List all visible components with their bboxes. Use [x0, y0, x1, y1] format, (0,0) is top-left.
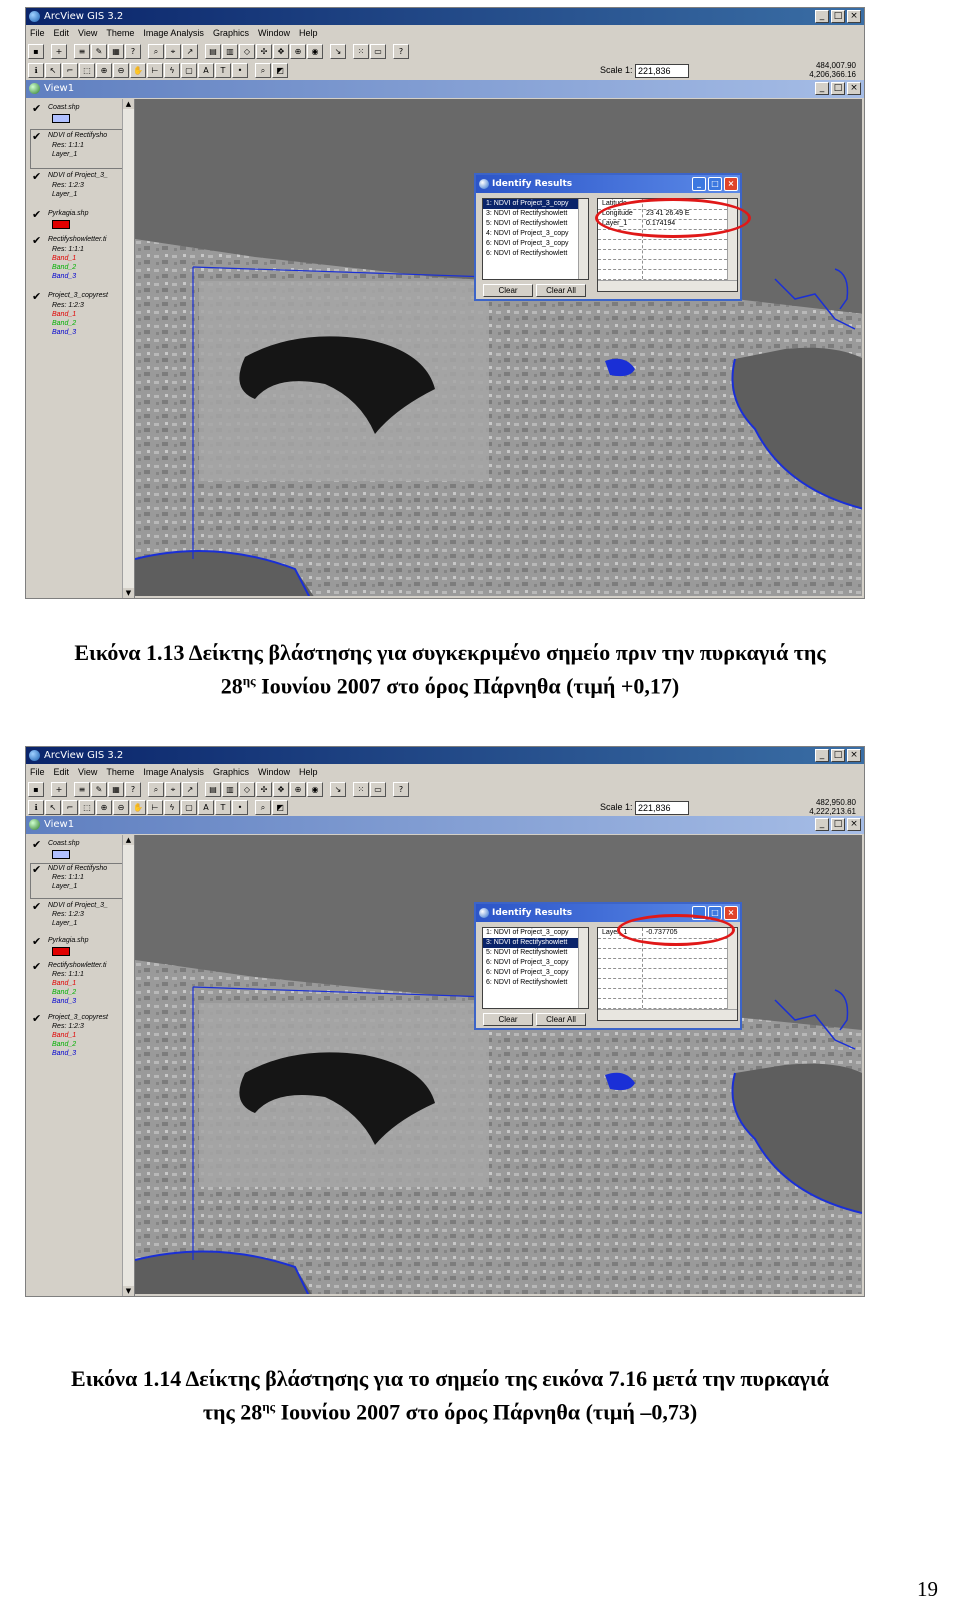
- zoom-selected-icon[interactable]: ⊕: [290, 44, 306, 59]
- attribute-value: -0.737705: [646, 929, 678, 936]
- menu-file[interactable]: File: [30, 28, 45, 38]
- area-of-interest-icon[interactable]: ▢: [181, 800, 197, 815]
- vertex-edit-icon[interactable]: ⌐: [62, 63, 78, 78]
- theme-pyrkagia[interactable]: [32, 936, 122, 958]
- list-item[interactable]: 1: NDVI of Project_3_copy: [486, 929, 569, 936]
- chart-icon[interactable]: ▥: [222, 782, 238, 797]
- theme-name: Project_3_copyrest: [48, 1014, 108, 1021]
- band-red: Band_1: [52, 311, 77, 318]
- theme-name: NDVI of Project_3_: [48, 902, 108, 909]
- pointer-tool-icon[interactable]: ↖: [45, 800, 61, 815]
- scale-readout: [600, 63, 689, 78]
- app-title-bar: [26, 747, 864, 764]
- band-green: Band_2: [52, 989, 77, 996]
- visibility-checkmark-icon[interactable]: ✔: [32, 170, 42, 183]
- identified-layers-list[interactable]: [482, 198, 589, 280]
- figure-caption-2: [0, 1365, 900, 1426]
- theme-resolution: Res: 1:2:3: [52, 911, 84, 918]
- coord-x: 484,007.90: [815, 61, 856, 70]
- scale-readout: [600, 800, 689, 815]
- fire-area-swatch: [52, 220, 70, 229]
- theme-rectifyshowletter[interactable]: [32, 961, 122, 1009]
- close-button[interactable]: ×: [847, 10, 861, 23]
- list-item[interactable]: 6: NDVI of Project_3_copy: [486, 240, 569, 247]
- measure-tool-icon[interactable]: ⊢: [147, 63, 163, 78]
- theme-coast[interactable]: [32, 103, 122, 125]
- image-pan-tool-icon[interactable]: ◩: [272, 63, 288, 78]
- minimize-button[interactable]: _: [815, 749, 829, 762]
- text-tool-icon[interactable]: T: [215, 63, 231, 78]
- theme-name: Coast.shp: [48, 840, 80, 847]
- list-item[interactable]: 6: NDVI of Project_3_copy: [486, 959, 569, 966]
- attribute-value: 0.174194: [646, 220, 676, 227]
- list-item[interactable]: 4: NDVI of Project_3_copy: [486, 230, 569, 237]
- add-theme-icon[interactable]: +: [51, 44, 67, 59]
- menu-graphics[interactable]: Graphics: [212, 28, 249, 38]
- locate-address-icon[interactable]: ⌖: [165, 44, 181, 59]
- select-features-icon[interactable]: ◇: [239, 44, 255, 59]
- theme-rectifyshowletter[interactable]: [32, 235, 122, 285]
- select-none-icon[interactable]: ↘: [330, 782, 346, 797]
- band-green: Band_2: [52, 264, 77, 271]
- theme-project-copyrest[interactable]: [32, 1013, 122, 1061]
- menu-view[interactable]: View: [78, 767, 98, 777]
- band-red: Band_1: [52, 1032, 77, 1039]
- frame-icon[interactable]: ▭: [370, 782, 386, 797]
- clear-all-button[interactable]: Clear All: [536, 284, 586, 297]
- highlight-ellipse: [595, 198, 751, 238]
- open-table-icon[interactable]: ▦: [108, 44, 124, 59]
- hot-link-tool-icon[interactable]: ϟ: [164, 800, 180, 815]
- theme-name: Coast.shp: [48, 104, 80, 111]
- dialog-minimize-button[interactable]: _: [692, 906, 706, 920]
- save-project-icon[interactable]: ▪: [28, 782, 44, 797]
- menu-image-analysis[interactable]: Image Analysis: [143, 767, 204, 777]
- zoom-in-tool-icon[interactable]: ⊕: [96, 63, 112, 78]
- button-bar: [28, 780, 862, 798]
- visibility-checkmark-icon[interactable]: ✔: [32, 234, 42, 247]
- list-scrollbar[interactable]: [578, 928, 588, 1008]
- dialog-title: Identify Results: [492, 908, 573, 918]
- theme-resolution: Res: 1:1:1: [52, 874, 84, 881]
- visibility-checkmark-icon[interactable]: ✔: [32, 1012, 42, 1025]
- zoom-active-icon[interactable]: ✥: [273, 782, 289, 797]
- find-icon[interactable]: ⌕: [148, 782, 164, 797]
- list-item[interactable]: 6: NDVI of Rectifyshowlett: [486, 979, 568, 986]
- figure-caption-1: [0, 639, 900, 700]
- view-maximize-button[interactable]: □: [831, 82, 845, 95]
- select-feature-tool-icon[interactable]: ⬚: [79, 800, 95, 815]
- list-item[interactable]: 1: NDVI of Project_3_copy: [483, 199, 588, 209]
- zoom-previous-icon[interactable]: ◉: [307, 44, 323, 59]
- grid-icon[interactable]: ⁙: [353, 782, 369, 797]
- theme-name: Rectifyshowletter.ti: [48, 236, 107, 243]
- scale-input[interactable]: 221,836: [635, 64, 689, 78]
- menu-image-analysis[interactable]: Image Analysis: [143, 28, 204, 38]
- arcview-window-1: [25, 7, 865, 599]
- edit-legend-icon[interactable]: ✎: [91, 782, 107, 797]
- hot-link-tool-icon[interactable]: ϟ: [164, 63, 180, 78]
- view-close-button[interactable]: ×: [847, 818, 861, 831]
- identify-icon: [479, 908, 489, 918]
- cursor-coordinates: [809, 798, 856, 816]
- vertex-edit-icon[interactable]: ⌐: [62, 800, 78, 815]
- text-tool-icon[interactable]: T: [215, 800, 231, 815]
- maximize-button[interactable]: □: [831, 749, 845, 762]
- menu-file[interactable]: File: [30, 767, 45, 777]
- app-title: ArcView GIS 3.2: [44, 11, 124, 22]
- list-item[interactable]: 6: NDVI of Project_3_copy: [486, 969, 569, 976]
- area-of-interest-icon[interactable]: ▢: [181, 63, 197, 78]
- attribute-label: Layer_1: [602, 220, 628, 227]
- view-title: View1: [44, 819, 75, 830]
- menu-view[interactable]: View: [78, 28, 98, 38]
- layout-icon[interactable]: ▤: [205, 44, 221, 59]
- theme-name: Rectifyshowletter.ti: [48, 962, 107, 969]
- visibility-checkmark-icon[interactable]: ✔: [32, 130, 42, 143]
- attribute-label: Latitude: [602, 200, 627, 207]
- theme-pyrkagia[interactable]: [32, 209, 122, 231]
- pan-tool-icon[interactable]: ✋: [130, 63, 146, 78]
- cursor-coordinates: [809, 61, 856, 79]
- menu-help[interactable]: Help: [298, 28, 318, 38]
- highlight-ellipse: [617, 914, 735, 946]
- band-red: Band_1: [52, 980, 77, 987]
- app-title-bar: [26, 8, 864, 25]
- view-maximize-button[interactable]: □: [831, 818, 845, 831]
- theme-name: Pyrkagia.shp: [48, 937, 89, 944]
- add-theme-icon[interactable]: +: [51, 782, 67, 797]
- layout-icon[interactable]: ▤: [205, 782, 221, 797]
- point-draw-tool-icon[interactable]: •: [232, 63, 248, 78]
- menu-theme[interactable]: Theme: [106, 28, 135, 38]
- theme-resolution: Res: 1:2:3: [52, 182, 84, 189]
- visibility-checkmark-icon[interactable]: ✔: [32, 960, 42, 973]
- theme-resolution: Res: 1:1:1: [52, 971, 84, 978]
- theme-resolution: Res: 1:2:3: [52, 302, 84, 309]
- list-item[interactable]: 3: NDVI of Rectifyshowlett: [486, 210, 568, 217]
- label-tool-icon[interactable]: A: [198, 63, 214, 78]
- dialog-title-bar: [476, 175, 740, 193]
- fire-area-swatch: [52, 947, 70, 956]
- save-project-icon[interactable]: ▪: [28, 44, 44, 59]
- theme-ndvi-rectify[interactable]: [32, 864, 122, 896]
- identify-icon: [479, 179, 489, 189]
- band-green: Band_2: [52, 320, 77, 327]
- theme-ndvi-project[interactable]: [32, 901, 122, 933]
- dialog-minimize-button[interactable]: _: [692, 177, 706, 191]
- view-minimize-button[interactable]: _: [815, 818, 829, 831]
- select-none-icon[interactable]: ↘: [330, 44, 346, 59]
- button-bar: [28, 42, 862, 60]
- zoom-out-tool-icon[interactable]: ⊖: [113, 63, 129, 78]
- tool-bar: [28, 798, 862, 816]
- view-icon: [29, 83, 40, 94]
- list-item[interactable]: 5: NDVI of Rectifyshowlett: [486, 949, 568, 956]
- identify-tool-icon[interactable]: ℹ: [28, 800, 44, 815]
- dialog-close-button[interactable]: ×: [724, 177, 738, 191]
- theme-layer: Layer_1: [52, 151, 78, 158]
- caption-line-1: Εικόνα 1.13 Δείκτης βλάστησης για συγκεκριμένο σημείο πριν την πυρκαγιά της: [74, 640, 826, 665]
- theme-layer: Layer_1: [52, 920, 78, 927]
- menu-edit[interactable]: Edit: [53, 28, 70, 38]
- theme-resolution: Res: 1:1:1: [52, 246, 84, 253]
- band-blue: Band_3: [52, 998, 77, 1005]
- maximize-button[interactable]: □: [831, 10, 845, 23]
- chart-icon[interactable]: ▥: [222, 44, 238, 59]
- attribute-label: Layer_1: [602, 929, 628, 936]
- theme-layer: Layer_1: [52, 883, 78, 890]
- menu-help[interactable]: Help: [298, 767, 318, 777]
- point-draw-tool-icon[interactable]: •: [232, 800, 248, 815]
- visibility-checkmark-icon[interactable]: ✔: [32, 863, 42, 876]
- theme-name: Pyrkagia.shp: [48, 210, 89, 217]
- theme-name: NDVI of Rectifysho: [48, 865, 108, 872]
- edit-legend-icon[interactable]: ✎: [91, 44, 107, 59]
- hot-link-icon[interactable]: ↗: [182, 782, 198, 797]
- dialog-maximize-button[interactable]: □: [708, 177, 722, 191]
- select-features-icon[interactable]: ◇: [239, 782, 255, 797]
- visibility-checkmark-icon[interactable]: ✔: [32, 208, 42, 221]
- toc-scrollbar[interactable]: ▲ ▼: [122, 835, 134, 1296]
- zoom-previous-icon[interactable]: ◉: [307, 782, 323, 797]
- arcview-globe-icon: [29, 750, 40, 761]
- visibility-checkmark-icon[interactable]: ✔: [32, 838, 42, 851]
- view-title-bar: [26, 816, 864, 834]
- toc-scrollbar[interactable]: ▲ ▼: [122, 99, 134, 598]
- identify-tool-icon[interactable]: ℹ: [28, 63, 44, 78]
- attribute-label: Longitude: [602, 210, 633, 217]
- table-of-contents: [28, 99, 135, 598]
- theme-name: NDVI of Project_3_: [48, 172, 108, 179]
- theme-project-copyrest[interactable]: [32, 291, 122, 341]
- measure-tool-icon[interactable]: ⊢: [147, 800, 163, 815]
- band-blue: Band_3: [52, 273, 77, 280]
- theme-coast[interactable]: [32, 839, 122, 861]
- help-cursor-icon[interactable]: ?: [393, 782, 409, 797]
- caption-line-2: της $28^{\eta\varsigma}$ Ιουνίου 2007 στο όρος Πάρνηθα (τιμή –0,73): [202, 1399, 698, 1425]
- menu-bar: [26, 765, 864, 780]
- open-table-icon[interactable]: ▦: [108, 782, 124, 797]
- list-scrollbar[interactable]: [578, 199, 588, 279]
- dialog-maximize-button[interactable]: □: [708, 906, 722, 920]
- dialog-title: Identify Results: [492, 179, 573, 189]
- visibility-checkmark-icon[interactable]: ✔: [32, 102, 42, 115]
- locate-address-icon[interactable]: ⌖: [165, 782, 181, 797]
- view-icon: [29, 819, 40, 830]
- grid-icon[interactable]: ⁙: [353, 44, 369, 59]
- frame-icon[interactable]: ▭: [370, 44, 386, 59]
- band-blue: Band_3: [52, 1050, 77, 1057]
- theme-name: NDVI of Rectifysho: [48, 132, 108, 139]
- view-minimize-button[interactable]: _: [815, 82, 829, 95]
- theme-name: Project_3_copyrest: [48, 292, 108, 299]
- theme-layer: Layer_1: [52, 191, 78, 198]
- visibility-checkmark-icon[interactable]: ✔: [32, 900, 42, 913]
- list-item[interactable]: 5: NDVI of Rectifyshowlett: [486, 220, 568, 227]
- theme-resolution: Res: 1:1:1: [52, 142, 84, 149]
- grid-vertical-scrollbar[interactable]: [727, 928, 737, 1020]
- attribute-value: 23 41 26.49 E: [646, 210, 690, 217]
- app-title: ArcView GIS 3.2: [44, 750, 124, 761]
- caption-line-1: Εικόνα 1.14 Δείκτης βλάστησης για το σημείο της εικόνα 7.16 μετά την πυρκαγιά: [71, 1366, 829, 1391]
- theme-properties-icon[interactable]: ≡: [74, 44, 90, 59]
- label-tool-icon[interactable]: A: [198, 800, 214, 815]
- menu-graphics[interactable]: Graphics: [212, 767, 249, 777]
- menu-window[interactable]: Window: [257, 767, 290, 777]
- band-green: Band_2: [52, 1041, 77, 1048]
- grid-horizontal-scrollbar[interactable]: [598, 1009, 737, 1020]
- find-icon[interactable]: ⌕: [148, 44, 164, 59]
- select-feature-tool-icon[interactable]: ⬚: [79, 63, 95, 78]
- band-red: Band_1: [52, 255, 77, 262]
- pan-tool-icon[interactable]: ✋: [130, 800, 146, 815]
- image-pan-tool-icon[interactable]: ◩: [272, 800, 288, 815]
- coord-y: 4,222,213.61: [809, 807, 856, 816]
- dialog-close-button[interactable]: ×: [724, 906, 738, 920]
- clear-button[interactable]: Clear: [483, 284, 533, 297]
- menu-edit[interactable]: Edit: [53, 767, 70, 777]
- grid-horizontal-scrollbar[interactable]: [598, 280, 737, 291]
- visibility-checkmark-icon[interactable]: ✔: [32, 935, 42, 948]
- zoom-out-tool-icon[interactable]: ⊖: [113, 800, 129, 815]
- coord-y: 4,206,366.16: [809, 70, 856, 79]
- query-builder-icon[interactable]: ?: [125, 44, 141, 59]
- hot-link-icon[interactable]: ↗: [182, 44, 198, 59]
- identify-results-dialog: [474, 173, 742, 301]
- band-blue: Band_3: [52, 329, 77, 336]
- help-cursor-icon[interactable]: ?: [393, 44, 409, 59]
- view-close-button[interactable]: ×: [847, 82, 861, 95]
- theme-ndvi-rectify[interactable]: [32, 131, 122, 165]
- pointer-tool-icon[interactable]: ↖: [45, 63, 61, 78]
- clear-all-button[interactable]: Clear All: [536, 1013, 586, 1026]
- scale-label: Scale 1:: [599, 65, 633, 75]
- table-of-contents: [28, 835, 135, 1296]
- view-title-bar: [26, 80, 864, 98]
- page-number: 19: [917, 1577, 938, 1601]
- zoom-full-icon[interactable]: ✣: [256, 782, 272, 797]
- list-item[interactable]: 3: NDVI of Rectifyshowlett: [483, 938, 588, 948]
- query-builder-icon[interactable]: ?: [125, 782, 141, 797]
- coast-swatch: [52, 850, 70, 859]
- zoom-in-tool-icon[interactable]: ⊕: [96, 800, 112, 815]
- list-item[interactable]: 6: NDVI of Rectifyshowlett: [486, 250, 568, 257]
- minimize-button[interactable]: _: [815, 10, 829, 23]
- tool-bar: [28, 61, 862, 79]
- scale-label: Scale 1:: [599, 802, 633, 812]
- zoom-active-icon[interactable]: ✥: [273, 44, 289, 59]
- image-zoom-tool-icon[interactable]: ⌕: [255, 63, 271, 78]
- coord-x: 482,950.80: [815, 798, 856, 807]
- zoom-selected-icon[interactable]: ⊕: [290, 782, 306, 797]
- scale-input[interactable]: 221,836: [635, 801, 689, 815]
- theme-properties-icon[interactable]: ≡: [74, 782, 90, 797]
- theme-resolution: Res: 1:2:3: [52, 1023, 84, 1030]
- caption-line-2: $28^{\eta\varsigma}$ Ιουνίου 2007 στο όρος Πάρνηθα (τιμή +0,17): [220, 673, 680, 699]
- coast-swatch: [52, 114, 70, 123]
- arcview-globe-icon: [29, 11, 40, 22]
- image-zoom-tool-icon[interactable]: ⌕: [255, 800, 271, 815]
- menu-theme[interactable]: Theme: [106, 767, 135, 777]
- close-button[interactable]: ×: [847, 749, 861, 762]
- zoom-full-icon[interactable]: ✣: [256, 44, 272, 59]
- menu-window[interactable]: Window: [257, 28, 290, 38]
- identified-layers-list[interactable]: [482, 927, 589, 1009]
- theme-ndvi-project[interactable]: [32, 171, 122, 205]
- clear-button[interactable]: Clear: [483, 1013, 533, 1026]
- view-title: View1: [44, 83, 75, 94]
- visibility-checkmark-icon[interactable]: ✔: [32, 290, 42, 303]
- menu-bar: [26, 26, 864, 41]
